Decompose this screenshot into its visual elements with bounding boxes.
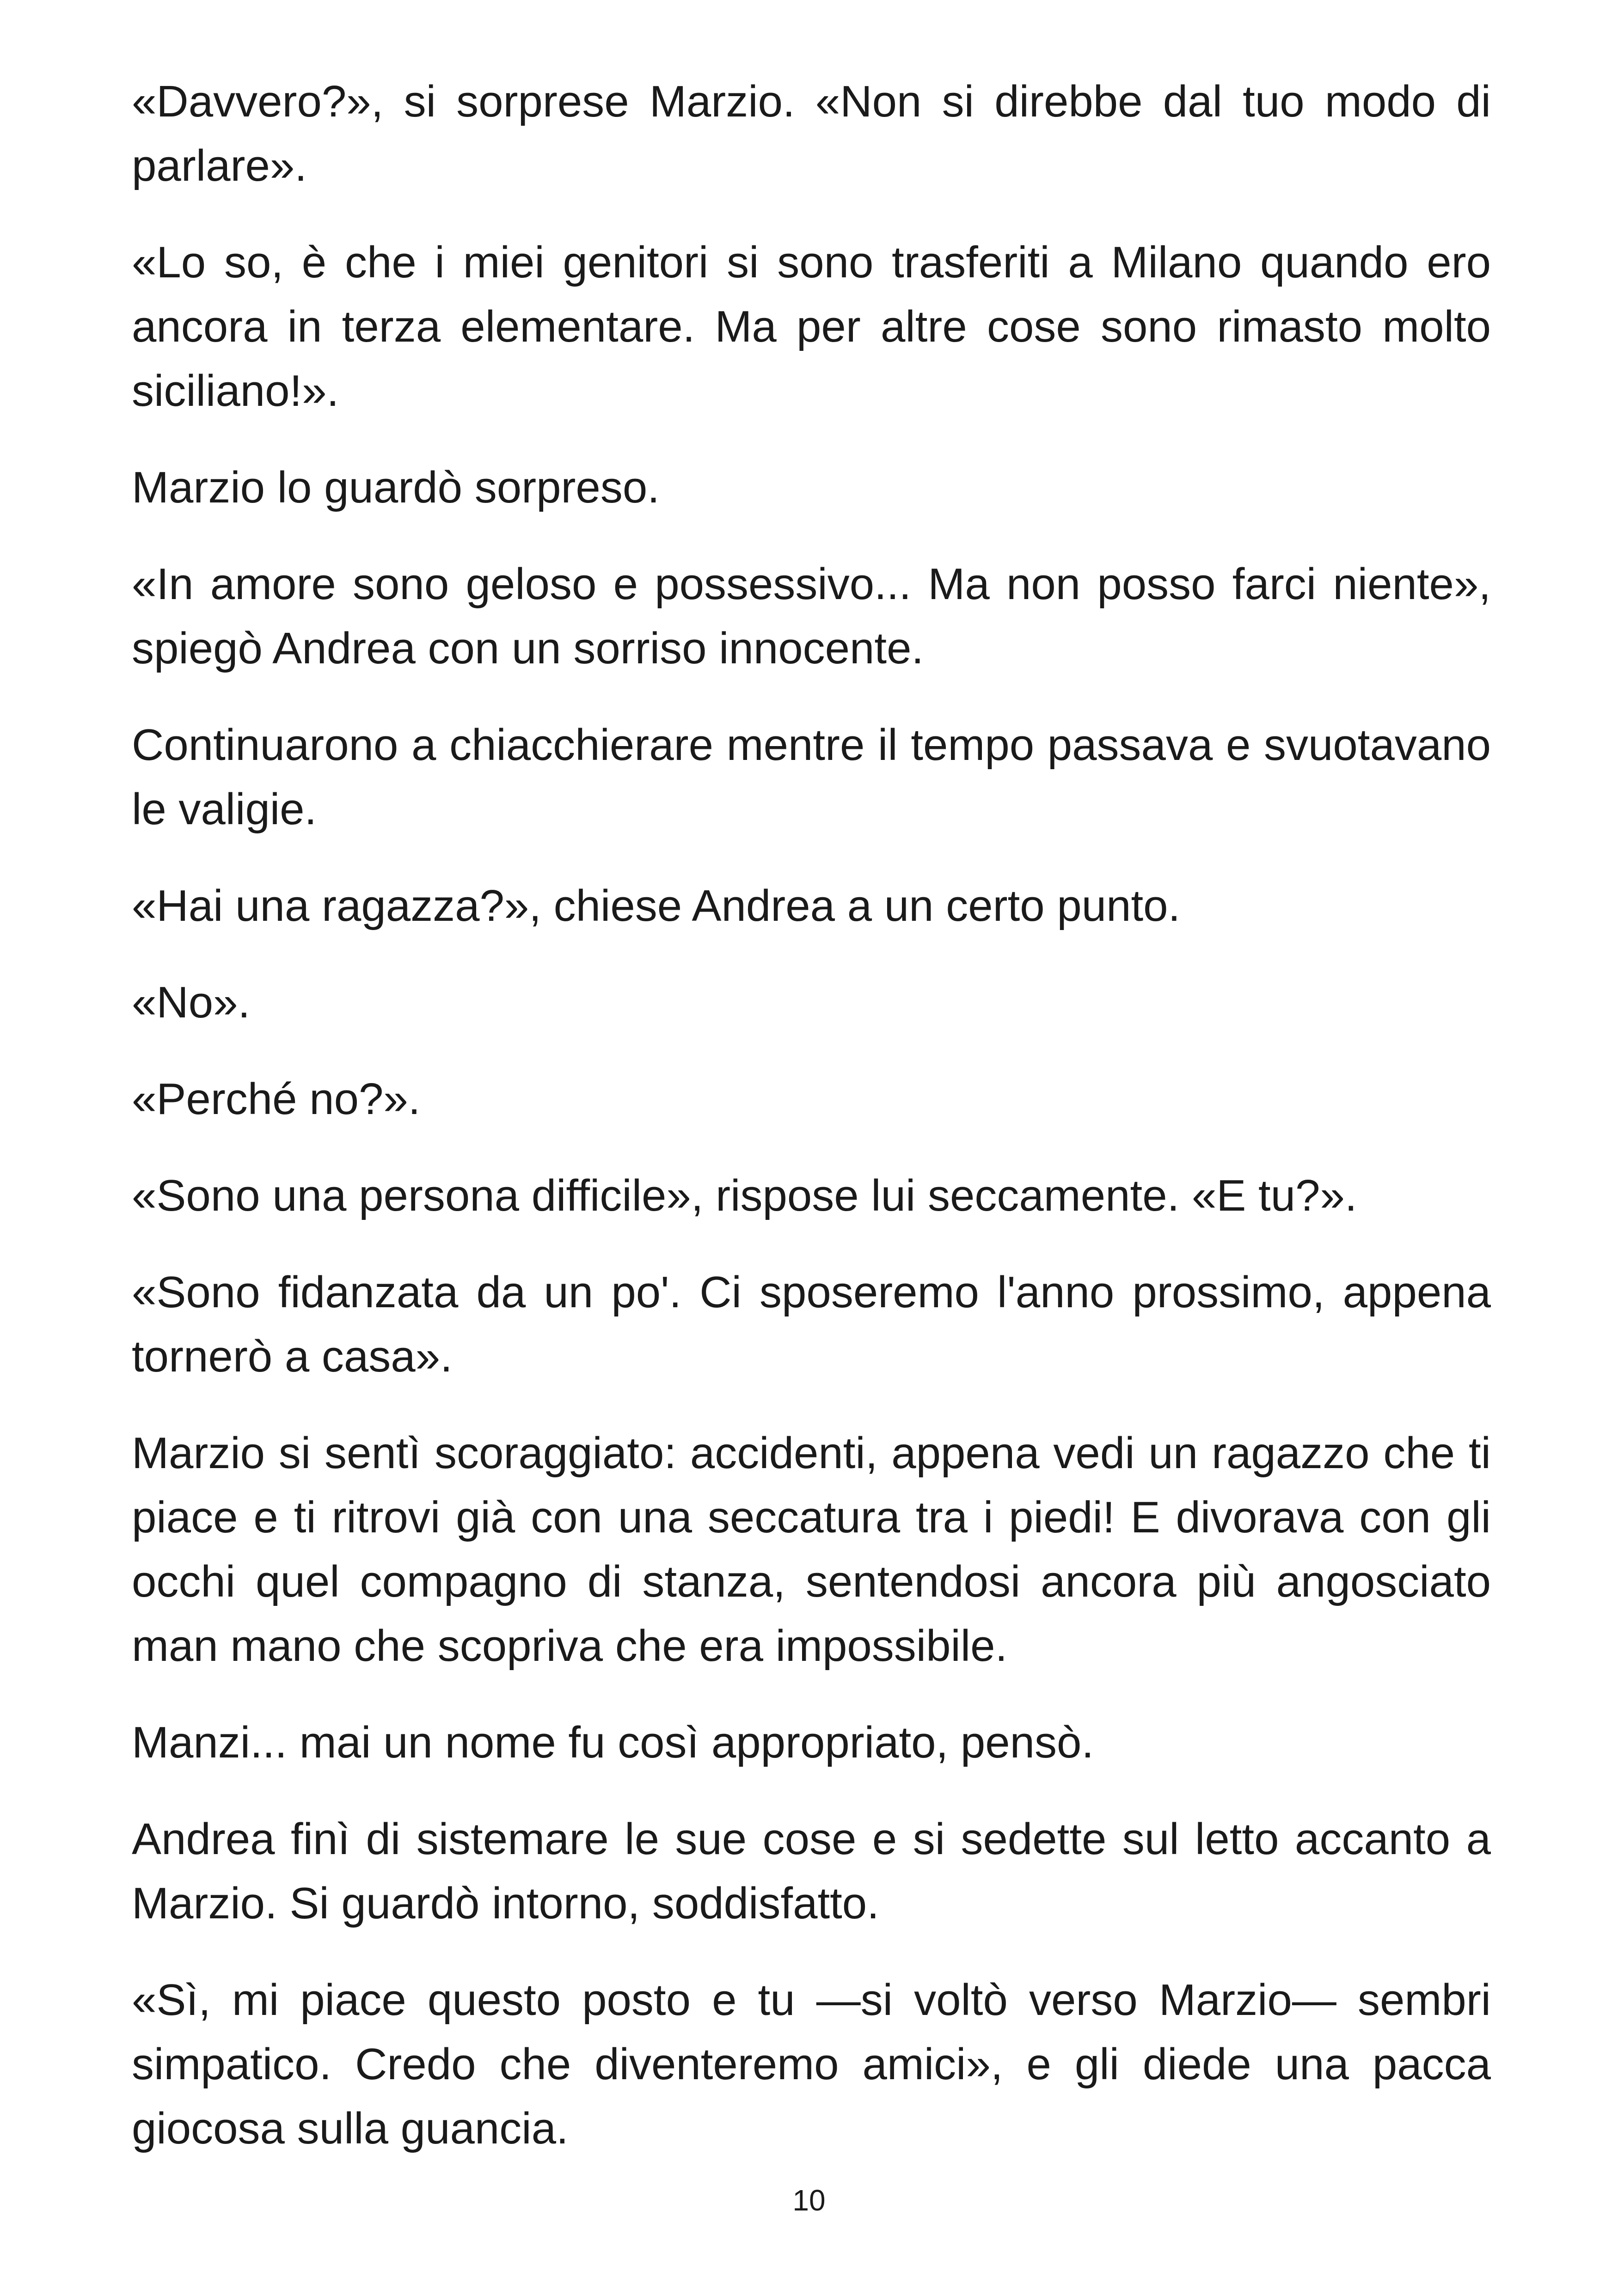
body-text bbox=[132, 69, 1491, 2193]
paragraph: Marzio si sentì scoraggiato: accidenti, appena vedi un ragazzo che ti piace e ti ritrovi già con una seccatura tra i piedi! E divorava con gli occhi quel compagno di stanza, sentendosi ancora più angosciato man mano che scopriva che era impossibile. bbox=[132, 1428, 1491, 1671]
paragraph: «Lo so, è che i miei genitori si sono trasferiti a Milano quando ero ancora in terza elementare. Ma per altre cose sono rimasto molto siciliano!». bbox=[132, 238, 1491, 416]
paragraph: «In amore sono geloso e possessivo... Ma non posso farci niente», spiegò Andrea con un sorriso innocente. bbox=[132, 559, 1491, 673]
paragraph: «Davvero?», si sorprese Marzio. «Non si direbbe dal tuo modo di parlare». bbox=[132, 77, 1491, 190]
page-number: 10 bbox=[792, 2184, 826, 2217]
paragraph: «Sono fidanzata da un po'. Ci sposeremo l'anno prossimo, appena tornerò a casa». bbox=[132, 1267, 1491, 1381]
paragraph: «No». bbox=[132, 978, 251, 1027]
paragraph: «Sono una persona difficile», rispose lui seccamente. «E tu?». bbox=[132, 1171, 1357, 1220]
paragraph: «Hai una ragazza?», chiese Andrea a un certo punto. bbox=[132, 881, 1181, 931]
paragraph: «Perché no?». bbox=[132, 1074, 421, 1124]
paragraph: «Sì, mi piace questo posto e tu —si voltò verso Marzio— sembri simpatico. Credo che diventeremo amici», e gli diede una pacca giocosa sulla guancia. bbox=[132, 1975, 1491, 2153]
paragraph: Manzi... mai un nome fu così appropriato, pensò. bbox=[132, 1718, 1094, 1767]
paragraph: Marzio lo guardò sorpreso. bbox=[132, 463, 660, 512]
paragraph: Continuarono a chiacchierare mentre il tempo passava e svuotavano le valigie. bbox=[132, 720, 1491, 834]
paragraph: Andrea finì di sistemare le sue cose e si sedette sul letto accanto a Marzio. Si guardò intorno, soddisfatto. bbox=[132, 1814, 1491, 1928]
